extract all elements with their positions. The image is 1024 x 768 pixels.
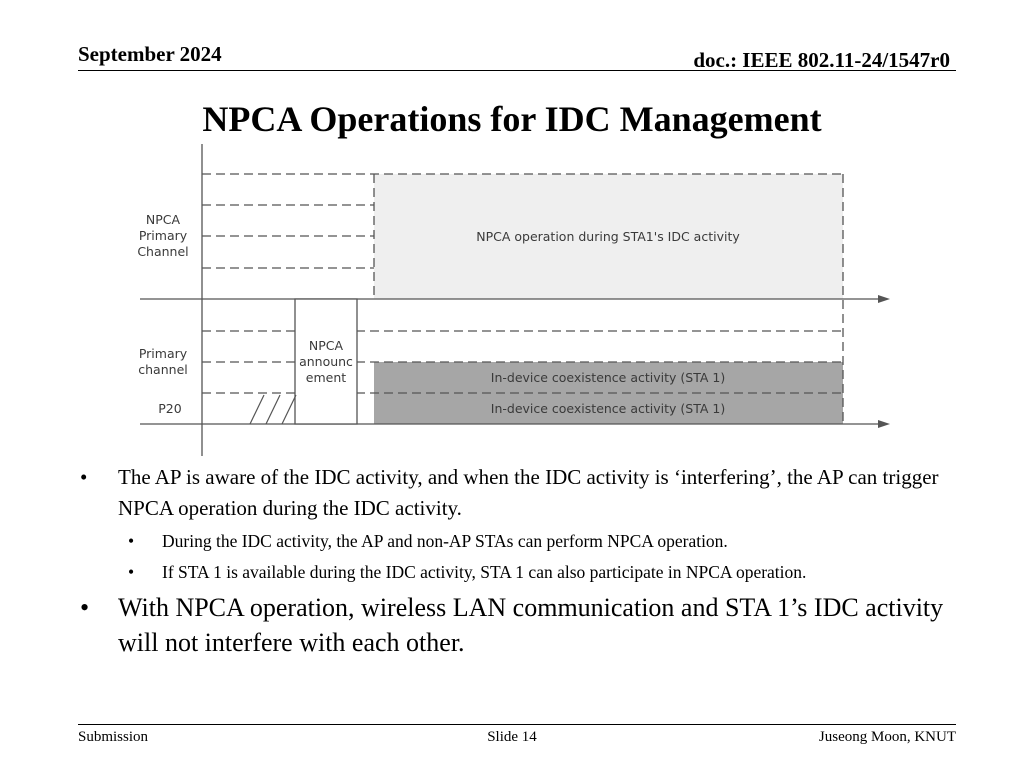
sub-bullet-2-text: If STA 1 is available during the IDC activity, STA 1 can also participate in NPCA operation. bbox=[162, 562, 807, 582]
bullet-1 bbox=[78, 462, 958, 524]
footer-submission: Submission bbox=[78, 729, 149, 745]
footer-slide-number: Slide 14 bbox=[487, 729, 537, 745]
label-npca-primary-line1: NPCA bbox=[145, 212, 181, 227]
label-idc-primary: In-device coexistence activity (STA 1) bbox=[490, 370, 726, 385]
header-doc-id: doc.: IEEE 802.11-24/1547r0 bbox=[693, 48, 950, 72]
label-npca-primary-line2: Primary bbox=[138, 228, 188, 243]
sub-bullet-1-text: During the IDC activity, the AP and non-AP STAs can perform NPCA operation. bbox=[162, 531, 728, 551]
bullet-list bbox=[78, 462, 958, 664]
bullet-2-text: With NPCA operation, wireless LAN communication and STA 1’s IDC activity will not interfere with each other. bbox=[118, 593, 944, 657]
p20-hatch-marks bbox=[250, 395, 296, 424]
label-npca-primary-line3: Channel bbox=[137, 244, 189, 259]
npca-axis-arrow-icon bbox=[878, 295, 890, 303]
label-announcement-line2: announc bbox=[299, 354, 353, 369]
bullet-dot: • bbox=[80, 593, 90, 622]
label-announcement-line1: NPCA bbox=[308, 338, 344, 353]
footer-divider bbox=[78, 724, 956, 725]
bullet-1-text: The AP is aware of the IDC activity, and when the IDC activity is ‘interfering’, the AP can trigger NPCA operation during the IDC activity. bbox=[118, 465, 939, 520]
sub-bullet-1 bbox=[78, 528, 958, 555]
label-announcement-line3: ement bbox=[305, 370, 347, 385]
footer-author: Juseong Moon, KNUT bbox=[818, 729, 956, 745]
bullet-2 bbox=[78, 590, 958, 660]
label-idc-p20: In-device coexistence activity (STA 1) bbox=[490, 401, 726, 416]
label-p20: P20 bbox=[158, 401, 182, 416]
header-date: September 2024 bbox=[78, 42, 222, 66]
label-npca-operation: NPCA operation during STA1's IDC activity bbox=[476, 229, 740, 244]
sub-bullet-2 bbox=[78, 559, 958, 586]
slide-title: NPCA Operations for IDC Management bbox=[202, 99, 822, 139]
label-primary-channel-line2: channel bbox=[138, 362, 188, 377]
bullet-dot: • bbox=[128, 531, 135, 551]
label-primary-channel-line1: Primary bbox=[138, 346, 188, 361]
bullet-dot: • bbox=[80, 465, 88, 489]
bullet-dot: • bbox=[128, 562, 135, 582]
p20-axis-arrow-icon bbox=[878, 420, 890, 428]
